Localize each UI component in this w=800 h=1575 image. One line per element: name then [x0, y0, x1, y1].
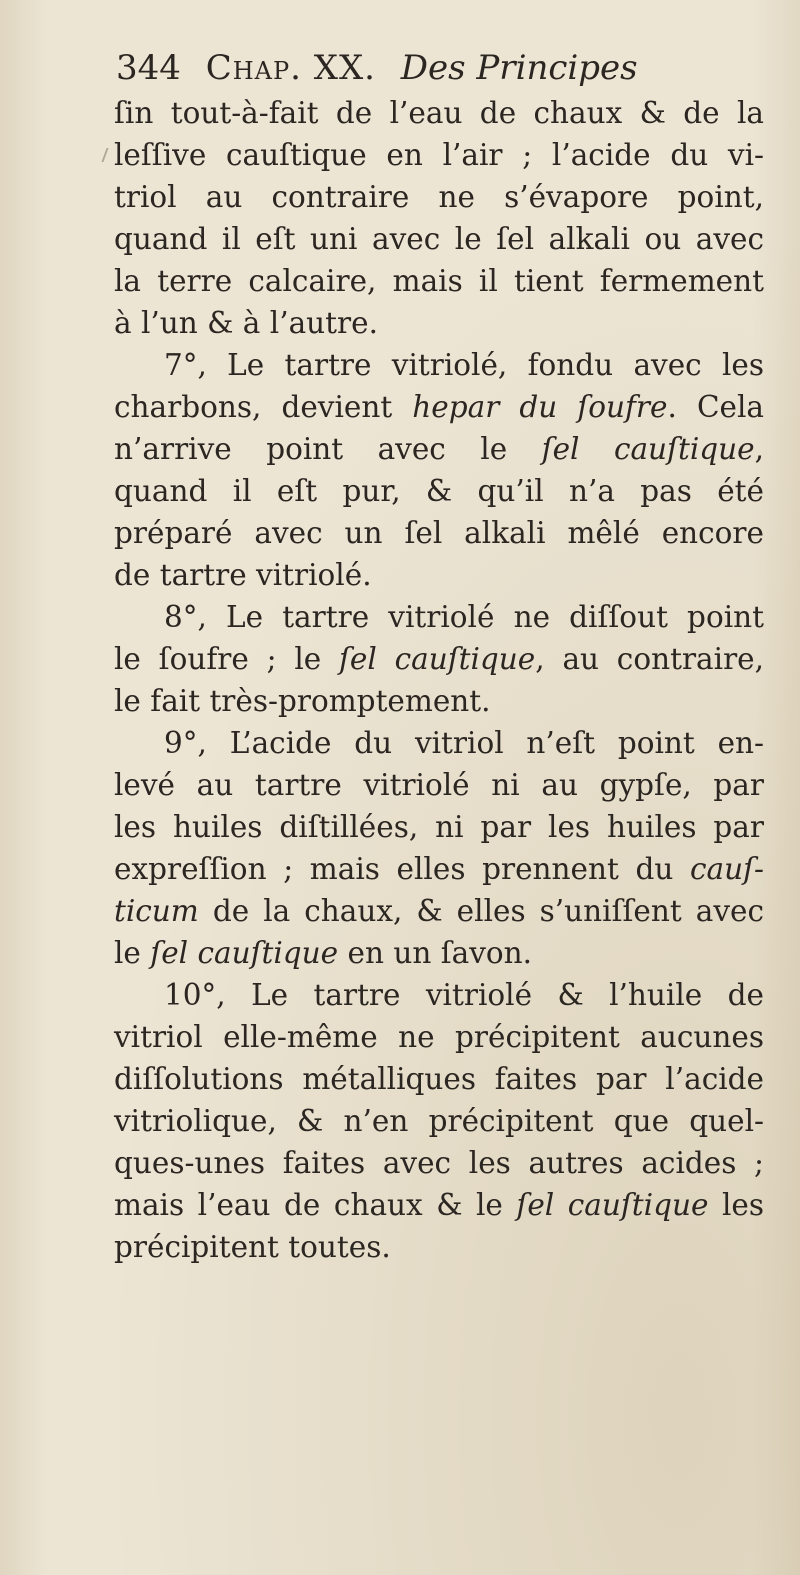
text-line: le ſel cauſtique en un ſavon.: [114, 936, 533, 970]
text-line: ſin tout-à-fait de l’eau de chaux & de la: [114, 96, 764, 130]
paragraph-8-start: 8°, Le tartre vitriolé ne diſſout point: [164, 600, 764, 634]
text-line: la terre calcaire, mais il tient fermement: [114, 264, 764, 298]
text-line: vitriol elle-même ne précipitent aucunes: [114, 1020, 764, 1054]
text-line: à l’un & à l’autre.: [114, 306, 378, 340]
text-line: levé au tartre vitriolé ni au gypſe, par: [114, 768, 764, 802]
running-head: [116, 44, 756, 92]
text-line: le ſoufre ; le ſel cauſtique, au contraire,: [114, 642, 765, 676]
text-line: ticum de la chaux, & elles s’uniſſent avec: [114, 894, 764, 928]
paragraph-7-start: 7°, Le tartre vitriolé, fondu avec les: [164, 348, 764, 382]
text-line: quand il eſt uni avec le ſel alkali ou avec: [114, 222, 764, 256]
page-number: 344: [116, 48, 181, 88]
text-line: charbons, devient hepar du ſoufre. Cela: [114, 390, 765, 424]
text-line: leſſive cauſtique en l’air ; l’acide du vi-: [114, 138, 764, 172]
text-line: préparé avec un ſel alkali mêlé encore: [114, 516, 764, 550]
text-line: précipitent toutes.: [114, 1230, 391, 1264]
paragraph-9-start: 9°, L’acide du vitriol n’eſt point en-: [164, 726, 764, 760]
margin-mark: [101, 148, 114, 162]
text-line: expreſſion ; mais elles prennent du cauſ-: [114, 852, 764, 886]
text-line: ques-unes faites avec les autres acides ;: [114, 1146, 764, 1180]
text-line: n’arrive point avec le ſel cauſtique,: [114, 432, 764, 466]
text-line: diſſolutions métalliques faites par l’acide: [114, 1062, 764, 1096]
text-line: quand il eſt pur, & qu’il n’a pas été: [114, 474, 764, 508]
paragraph-10-start: 10°, Le tartre vitriolé & l’huile de: [164, 978, 764, 1012]
text-line: le fait très-promptement.: [114, 684, 491, 718]
chapter-label: Chap. XX.: [205, 48, 376, 88]
text-line: vitriolique, & n’en précipitent que quel-: [114, 1104, 764, 1138]
text-line: mais l’eau de chaux & le ſel cauſtique les: [114, 1188, 764, 1222]
text-line: les huiles diſtillées, ni par les huiles par: [114, 810, 764, 844]
text-line: de tartre vitriolé.: [114, 558, 372, 592]
body-text: [114, 92, 764, 1268]
text-line: triol au contraire ne s’évapore point,: [114, 180, 764, 214]
chapter-subject: Des Principes: [400, 48, 638, 88]
